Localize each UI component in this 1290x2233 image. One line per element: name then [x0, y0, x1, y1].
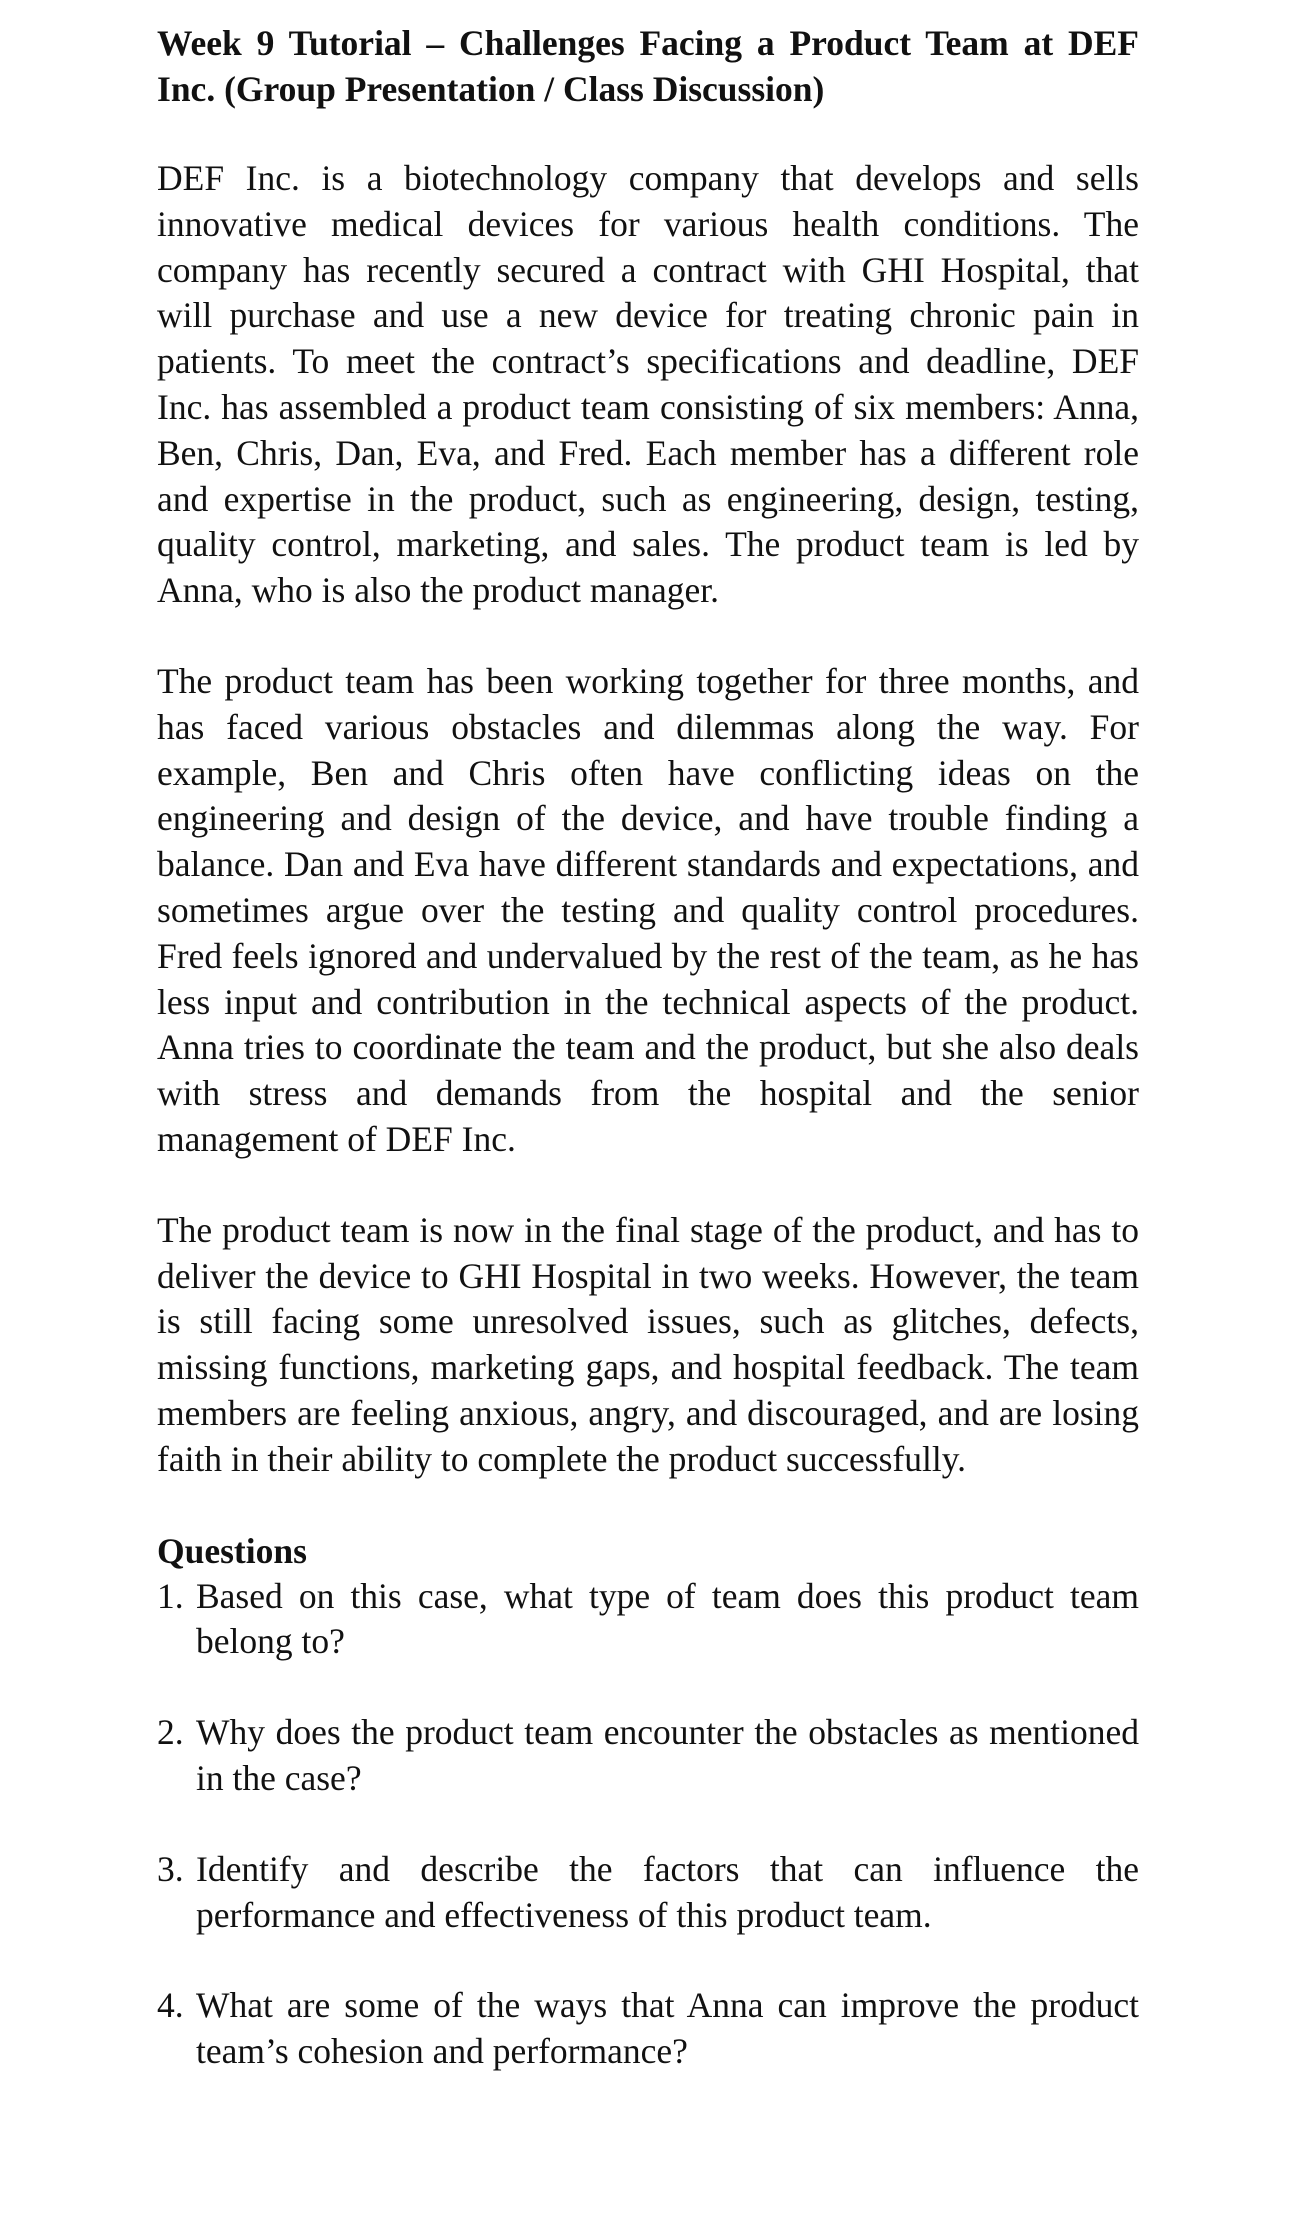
question-item [157, 1983, 1139, 2075]
question-number: 3. [157, 1848, 184, 1889]
questions-list [157, 1574, 1139, 2075]
question-number: 1. [157, 1575, 184, 1616]
question-item [157, 1710, 1139, 1802]
question-text: Why does the product team encounter the obstacles as mentioned in the case? [196, 1712, 1139, 1798]
question-text: Based on this case, what type of team does this product team belong to? [196, 1575, 1139, 1662]
question-item [157, 1847, 1139, 1939]
document-page [157, 20, 1139, 2120]
questions-heading: Questions [157, 1530, 307, 1571]
question-number: 2. [157, 1712, 184, 1753]
question-item [157, 1574, 1139, 1666]
case-paragraph-obstacles: The product team has been working together for three months, and has faced various obstacles and dilemmas along the way. For example, Ben and Chris often have conflicting ideas on the engineering and design of the device, and have trouble finding a balance. Dan and Eva have different standards and expectations, and sometimes argue over the testing and quality control procedures. Fred feels ignored and undervalued by the rest of the team, as he has less input and contribution in the technical aspects of the product. Anna tries to coordinate the team and the product, but she also deals with stress and demands from the hospital and the senior management of DEF Inc. [157, 660, 1139, 1159]
question-number: 4. [157, 1985, 184, 2026]
question-text: What are some of the ways that Anna can improve the product team’s cohesion and performance? [196, 1985, 1139, 2072]
case-paragraph-company: DEF Inc. is a biotechnology company that develops and sells innovative medical devices for various health conditions. The company has recently secured a contract with GHI Hospital, that will purchase and use a new device for treating chronic pain in patients. To meet the contract’s specifications and deadline, DEF Inc. has assembled a product team consisting of six members: Anna, Ben, Chris, Dan, Eva, and Fred. Each member has a different role and expertise in the product, such as engineering, design, testing, quality control, marketing, and sales. The product team is led by Anna, who is also the product manager. [157, 158, 1139, 611]
document-title: Week 9 Tutorial – Challenges Facing a Product Team at DEF Inc. (Group Presentation / Class Discussion) [157, 23, 1139, 109]
question-text: Identify and describe the factors that can influence the performance and effectiveness of this product team. [196, 1848, 1139, 1935]
case-paragraph-final-stage: The product team is now in the final stage of the product, and has to deliver the device to GHI Hospital in two weeks. However, the team is still facing some unresolved issues, such as glitches, defects, missing functions, marketing gaps, and hospital feedback. The team members are feeling anxious, angry, and discouraged, and are losing faith in their ability to complete the product successfully. [157, 1209, 1139, 1479]
